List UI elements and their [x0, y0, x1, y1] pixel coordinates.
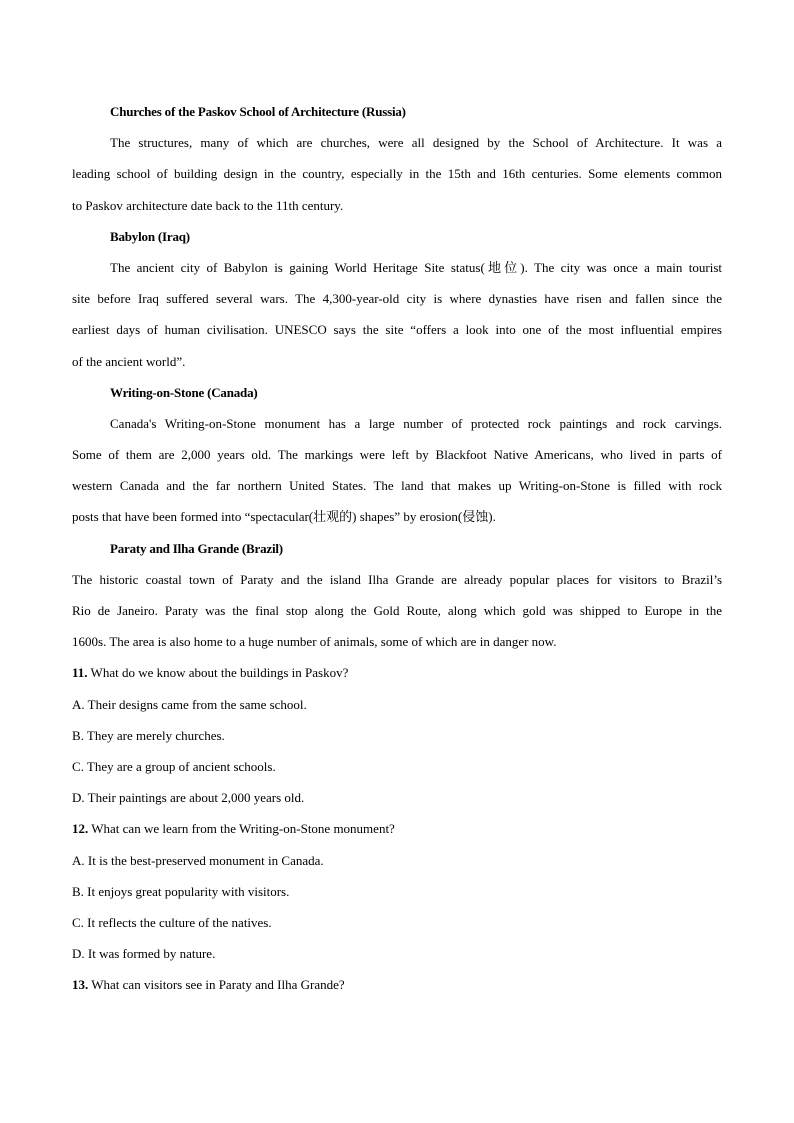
- paragraph-line: The ancient city of Babylon is gaining World Heritage Site status(地位). The city was once a main tourist: [110, 259, 722, 275]
- question-text: What can we learn from the Writing-on-Stone monument?: [88, 821, 395, 837]
- answer-option: B. It enjoys great popularity with visitors.: [72, 883, 290, 899]
- question-text: What can visitors see in Paraty and Ilha Grande?: [88, 977, 345, 993]
- paragraph-line: Rio de Janeiro. Paraty was the final stop along the Gold Route, along which gold was shipped to Europe in the: [72, 603, 722, 618]
- paragraph-line: earliest days of human civilisation. UNESCO says the site “offers a look into one of the most influential empires: [72, 322, 722, 338]
- paragraph-line: to Paskov architecture date back to the 11th century.: [72, 197, 344, 213]
- document-page: [72, 96, 722, 1000]
- paragraph-line: posts that have been formed into “spectacular(壮观的) shapes” by erosion(侵蚀).: [72, 509, 496, 525]
- section-heading-babylon: Babylon (Iraq): [110, 228, 190, 244]
- answer-option: A. Their designs came from the same school.: [72, 696, 307, 712]
- answer-option: A. It is the best-preserved monument in Canada.: [72, 852, 324, 868]
- section-heading-paskov: Churches of the Paskov School of Architecture (Russia): [110, 104, 406, 119]
- answer-option: C. It reflects the culture of the natives.: [72, 914, 272, 930]
- paragraph-line: leading school of building design in the country, especially in the 15th and 16th centuries. Some elements common: [72, 166, 722, 182]
- section-heading-writing-on-stone: Writing-on-Stone (Canada): [110, 384, 258, 400]
- paragraph-line: The historic coastal town of Paraty and the island Ilha Grande are already popular places for visitors to Brazil’s: [72, 571, 722, 587]
- question-11: [72, 657, 722, 688]
- answer-option: D. Their paintings are about 2,000 years old.: [72, 790, 305, 806]
- question-number: 13.: [72, 977, 89, 993]
- answer-option: C. They are a group of ancient schools.: [72, 758, 276, 774]
- paragraph-line: The structures, many of which are churches, were all designed by the School of Architecture. It was a: [110, 135, 722, 151]
- paragraph-line: Some of them are 2,000 years old. The markings were left by Blackfoot Native Americans, who lived in parts of: [72, 447, 722, 463]
- question-13: [72, 969, 722, 1000]
- question-text: What do we know about the buildings in Paskov?: [87, 665, 349, 681]
- paragraph-line: site before Iraq suffered several wars. The 4,300-year-old city is where dynasties have risen and fallen since the: [72, 291, 722, 307]
- question-12: [72, 813, 722, 844]
- paragraph-line: of the ancient world”.: [72, 353, 186, 369]
- answer-option: D. It was formed by nature.: [72, 946, 216, 962]
- paragraph-line: western Canada and the far northern United States. The land that makes up Writing-on-Stone is filled with rock: [72, 478, 722, 494]
- question-number: 11.: [72, 665, 88, 681]
- question-number: 12.: [72, 821, 89, 837]
- paragraph-line: 1600s. The area is also home to a huge number of animals, some of which are in danger now.: [72, 634, 557, 650]
- answer-option: B. They are merely churches.: [72, 727, 225, 743]
- paragraph-line: Canada's Writing-on-Stone monument has a large number of protected rock paintings and rock carvings.: [110, 415, 722, 431]
- section-heading-paraty: Paraty and Ilha Grande (Brazil): [110, 540, 283, 556]
